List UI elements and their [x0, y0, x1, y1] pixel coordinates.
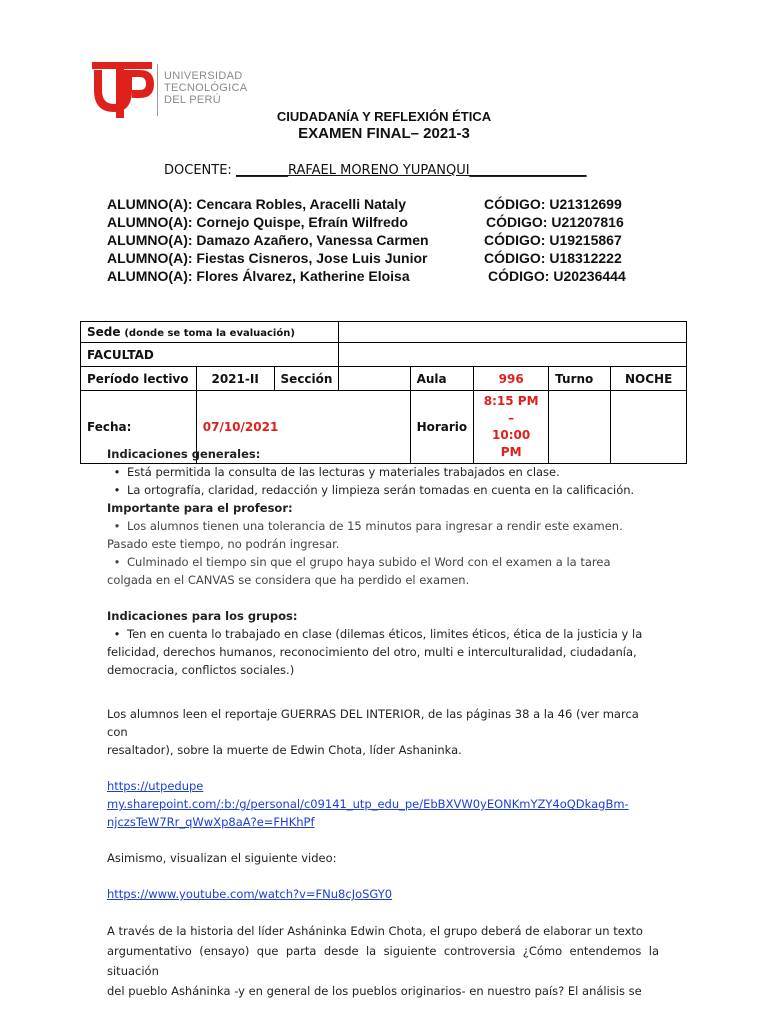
fecha-value: 07/10/2021	[196, 391, 410, 464]
student-code: CÓDIGO: U19215867	[484, 232, 622, 248]
bullet-text: Los alumnos tienen una tolerancia de 15 minutos para ingresar a rendir este examen.	[127, 519, 623, 533]
aula-label: Aula	[410, 367, 474, 391]
essay-line: argumentativo (ensayo) que parta desde la siguiente controversia ¿Cómo entendemos la situación	[107, 944, 659, 978]
sharepoint-link[interactable]	[107, 777, 659, 795]
student-name: ALUMNO(A): Cencara Robles, Aracelli Nataly	[107, 196, 406, 212]
logo-text	[164, 70, 247, 106]
general-heading: Indicaciones generales:	[107, 447, 261, 461]
video-intro: Asimismo, visualizan el siguiente video:	[107, 851, 337, 865]
bullet-icon: •	[113, 483, 121, 497]
reading-paragraph: resaltador), sobre la muerte de Edwin Chota, líder Ashaninka.	[107, 743, 462, 757]
periodo-label: Período lectivo	[81, 367, 197, 391]
facultad-value-cell	[339, 343, 687, 367]
link-text[interactable]: njczsTeW7Rr_qWwXp8aA?e=FHKhPf	[107, 815, 315, 829]
student-row	[107, 214, 667, 232]
bullet-item	[107, 517, 659, 535]
bullet-text: Culminado el tiempo sin que el grupo haya subido el Word con el examen a la tarea	[127, 555, 611, 569]
youtube-link[interactable]	[107, 885, 659, 903]
turno-label: Turno	[549, 367, 611, 391]
link-text[interactable]: my.sharepoint.com/:b:/g/personal/c09141_utp_edu_pe/EbBXVW0yEONKmYZY4oQDkagBm-	[107, 797, 629, 811]
seccion-value-cell	[339, 367, 410, 391]
docente-name: ________RAFAEL MORENO YUPANQUI__________________	[235, 163, 587, 178]
student-name: ALUMNO(A): Fiestas Cisneros, Jose Luis Junior	[107, 250, 428, 266]
essay-line: A través de la historia del líder Asháninka Edwin Chota, el grupo deberá de elaborar un texto	[107, 924, 643, 938]
bullet-text: La ortografía, claridad, redacción y limpieza serán tomadas en cuenta en la calificación.	[127, 483, 635, 497]
link-text[interactable]: https://utpedupe	[107, 779, 204, 793]
fecha-label: Fecha:	[81, 391, 197, 464]
student-code: CÓDIGO: U18312222	[484, 250, 622, 266]
exam-instructions	[107, 445, 659, 1001]
sharepoint-link[interactable]	[107, 813, 659, 831]
student-row	[107, 250, 667, 268]
bullet-text: Está permitida la consulta de las lecturas y materiales trabajados en clase.	[127, 465, 560, 479]
logo-line: UNIVERSIDAD	[164, 70, 243, 82]
bullet-icon: •	[113, 519, 121, 533]
student-row	[107, 232, 667, 250]
bullet-item	[107, 463, 659, 481]
student-code: CÓDIGO: U21207816	[486, 214, 624, 230]
sede-note: (donde se toma la evaluación)	[124, 328, 295, 339]
bullet-text: Ten en cuenta lo trabajado en clase (dilemas éticos, limites éticos, ética de la justicia y la	[127, 627, 643, 641]
sede-cell	[81, 322, 339, 343]
bullet-continuation: felicidad, derechos humanos, reconocimiento del otro, multi e interculturalidad, ciudadanía,	[107, 645, 637, 659]
sede-label: Sede	[87, 325, 121, 339]
seccion-label: Sección	[274, 367, 339, 391]
docente-label: DOCENTE:	[164, 163, 232, 178]
student-name: ALUMNO(A): Damazo Azañero, Vanessa Carmen	[107, 232, 429, 248]
student-list	[107, 196, 667, 286]
periodo-value: 2021-II	[196, 367, 274, 391]
logo-line: DEL PERÚ	[164, 94, 222, 106]
student-row	[107, 196, 667, 214]
sede-value-cell	[339, 322, 687, 343]
horario-end: 10:00 PM	[492, 428, 531, 459]
bullet-item	[107, 553, 659, 571]
horario-start: 8:15 PM –	[483, 394, 539, 425]
student-code: CÓDIGO: U21312699	[484, 196, 622, 212]
horario-label: Horario	[410, 391, 474, 464]
student-name: ALUMNO(A): Cornejo Quispe, Efraín Wilfredo	[107, 214, 408, 230]
student-code: CÓDIGO: U20236444	[488, 268, 626, 284]
bullet-icon: •	[113, 465, 121, 479]
professor-heading: Importante para el profesor:	[107, 501, 293, 515]
aula-value: 996	[474, 367, 549, 391]
turno-value: NOCHE	[611, 367, 687, 391]
logo-line: TECNOLÓGICA	[164, 82, 248, 94]
student-row	[107, 268, 667, 286]
bullet-icon: •	[113, 627, 121, 641]
facultad-label: FACULTAD	[81, 343, 339, 367]
student-name: ALUMNO(A): Flores Álvarez, Katherine Eloisa	[107, 268, 410, 284]
bullet-continuation: democracia, conflictos sociales.)	[107, 663, 295, 677]
essay-line: del pueblo Asháninka -y en general de los pueblos originarios- en nuestro país? El análisis se	[107, 984, 642, 998]
groups-heading: Indicaciones para los grupos:	[107, 609, 298, 623]
reading-paragraph: Los alumnos leen el reportaje GUERRAS DEL INTERIOR, de las páginas 38 a la 46 (ver marca con	[107, 707, 639, 739]
sharepoint-link[interactable]	[107, 795, 659, 813]
bullet-continuation: colgada en el CANVAS se considera que ha perdido el examen.	[107, 573, 470, 587]
docente-line	[164, 163, 587, 178]
bullet-icon: •	[113, 555, 121, 569]
bullet-item	[107, 625, 659, 643]
course-title: CIUDADANÍA Y REFLEXIÓN ÉTICA	[276, 109, 492, 124]
bullet-continuation: Pasado este tiempo, no podrán ingresar.	[107, 537, 340, 551]
link-text[interactable]: https://www.youtube.com/watch?v=FNu8cJoSGY0	[107, 887, 393, 901]
exam-title: EXAMEN FINAL– 2021-3	[298, 125, 470, 142]
bullet-item	[107, 481, 659, 499]
exam-info-table	[80, 321, 687, 464]
